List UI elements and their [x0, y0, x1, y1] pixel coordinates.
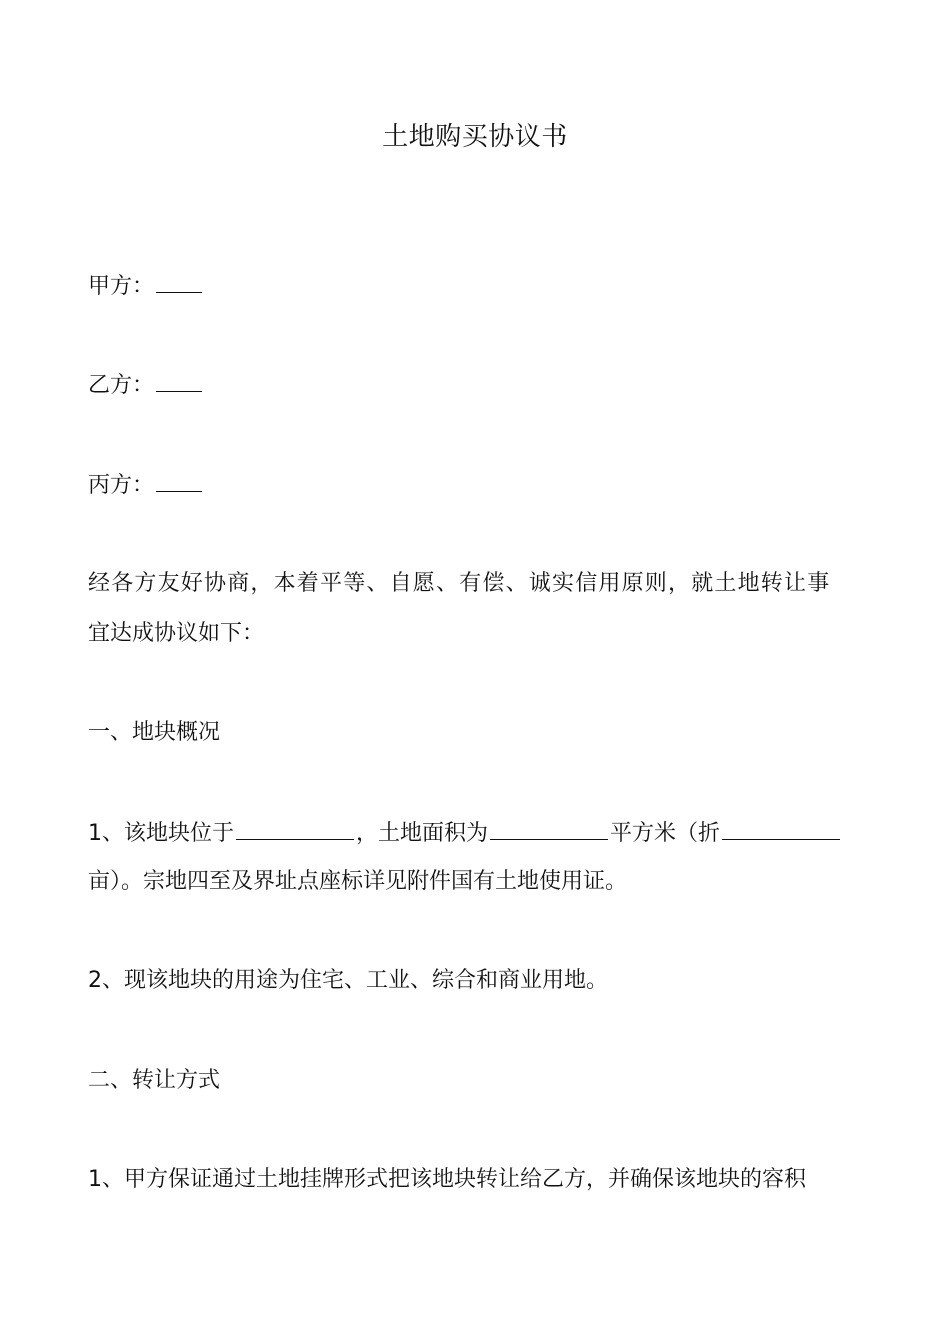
- party-c-blank[interactable]: [156, 469, 202, 492]
- section-1-item-1-line-2: 亩）。宗地四至及界址点座标详见附件国有土地使用证。: [88, 869, 628, 894]
- section-2-item-1: 1、甲方保证通过土地挂牌形式把该地块转让给乙方，并确保该地块的容积: [88, 1167, 806, 1192]
- party-a-line: [88, 270, 204, 302]
- section-1-item-2: 2、现该地块的用途为住宅、工业、综合和商业用地。: [88, 968, 608, 993]
- intro-paragraph-line-2: 宜达成协议如下：: [88, 621, 265, 646]
- item-1-text-part-1: 1、该地块位于: [88, 821, 234, 846]
- party-b-line: [88, 369, 204, 401]
- party-c-label: 丙方：: [88, 473, 155, 498]
- item-1-text-part-3: 平方米（折: [610, 821, 721, 846]
- party-c-line: [88, 469, 204, 501]
- section-1-item-1-line-1: [88, 817, 842, 849]
- document-title: 土地购买协议书: [382, 122, 568, 152]
- party-a-label: 甲方：: [88, 274, 155, 299]
- mu-blank[interactable]: [722, 817, 840, 840]
- party-b-label: 乙方：: [88, 373, 155, 398]
- item-1-text-part-2: ，土地面积为: [356, 821, 489, 846]
- section-1-heading: 一、地块概况: [88, 720, 221, 745]
- intro-paragraph-line-1: 经各方友好协商，本着平等、自愿、有偿、诚实信用原则，就土地转让事: [88, 571, 831, 596]
- location-blank[interactable]: [236, 817, 354, 840]
- area-blank[interactable]: [490, 817, 608, 840]
- party-b-blank[interactable]: [156, 369, 202, 392]
- section-2-heading: 二、转让方式: [88, 1068, 221, 1093]
- party-a-blank[interactable]: [156, 270, 202, 293]
